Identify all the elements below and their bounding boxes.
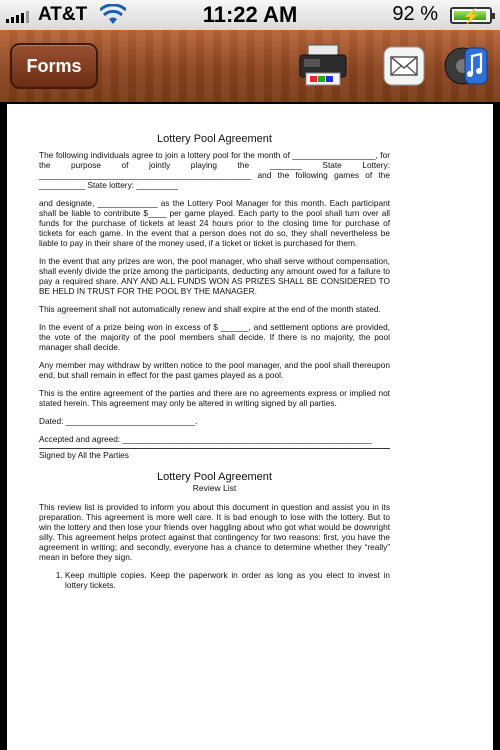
review-list (39, 570, 390, 590)
paragraph: Any member may withdraw by written notice to the pool manager, and the pool shall thereupon end, but shall remain in effect for the past games played as a pool. (39, 360, 390, 380)
review-intro: This review list is provided to inform you about this document in question and assist you in its preparation. This agreement is more well care. It is bad enough to lose with the lottery. But to win the lottery and then lose your friends over haggling about who got what would be downright silly. This agreement helps protect against that contingency for two reasons: first, you have the agreement in writing; and secondly, everyone has a chance to determine whether they “really” mean in before they sign. (39, 502, 390, 562)
document-body (39, 128, 390, 590)
battery-percent: 92 % (392, 3, 438, 25)
forms-button[interactable]: Forms (10, 43, 98, 89)
list-item: 1. Keep multiple copies. Keep the paperwork in order as long as you elect to invest in lottery tickets. (65, 570, 390, 590)
paragraph: This agreement shall not automatically renew and shall expire at the end of the month stated. (39, 304, 381, 314)
paragraph: In the event of a prize being won in excess of $ ______, and settlement options are provided, the vote of the majority of the pool members shall decide. If there is no majority, the pool manager shall decide. (39, 322, 390, 352)
toolbar (0, 30, 500, 102)
carrier-label: AT&T (38, 4, 88, 25)
mail-icon[interactable] (377, 42, 431, 90)
paragraph: This is the entire agreement of the parties and there are no agreements express or implied not stated herein. This agreement may only be altered in writing signed by all parties. (39, 388, 390, 408)
document-title: Lottery Pool Agreement (157, 133, 272, 145)
status-bar (0, 0, 500, 30)
battery-icon: ⚡ (450, 7, 492, 24)
paragraph: In the event that any prizes are won, the pool manager, who shall serve without compensation, shall evenly divide the prize among the participants, deducting any amount owed for a failure to pay a required share. ANY AND ALL FUNDS WON AS PRIZES SHALL BE CONSIDERED TO BE HELD IN TRUST FOR THE POOL BY THE MANAGER. (39, 256, 390, 296)
document-page[interactable] (7, 104, 493, 750)
paragraph: and designate, _____________ as the Lottery Pool Manager for this month. Each participant shall be liable to contribute $____ per game played. Each party to the pool shall turn over all funds for the purchase of tickets at least 24 hours prior to the closing time for purchase of tickets for each game. In the event that a person does not do so, they shall nevertheless be liable to pay in their share of the money used, if a ticket or ticket is purchased for them. (39, 198, 390, 248)
review-subtitle: Review List (192, 483, 237, 493)
clock: 11:22 AM (202, 2, 298, 27)
paragraph: The following individuals agree to join a lottery pool for the month of __________________, for the purpose of jointly playing the _______ State Lottery: ______________________________________________ and the following games of the __________ State lottery: _________ (39, 150, 390, 190)
printer-icon[interactable] (296, 42, 350, 90)
music-icon[interactable] (438, 42, 492, 90)
dated-line: Dated: ____________________________. (39, 416, 198, 426)
accepted-line: Accepted and agreed: ______________________________________________________ (39, 434, 372, 444)
review-title: Lottery Pool Agreement (157, 471, 272, 483)
signed-by-label: Signed by All the Parties (39, 448, 390, 460)
